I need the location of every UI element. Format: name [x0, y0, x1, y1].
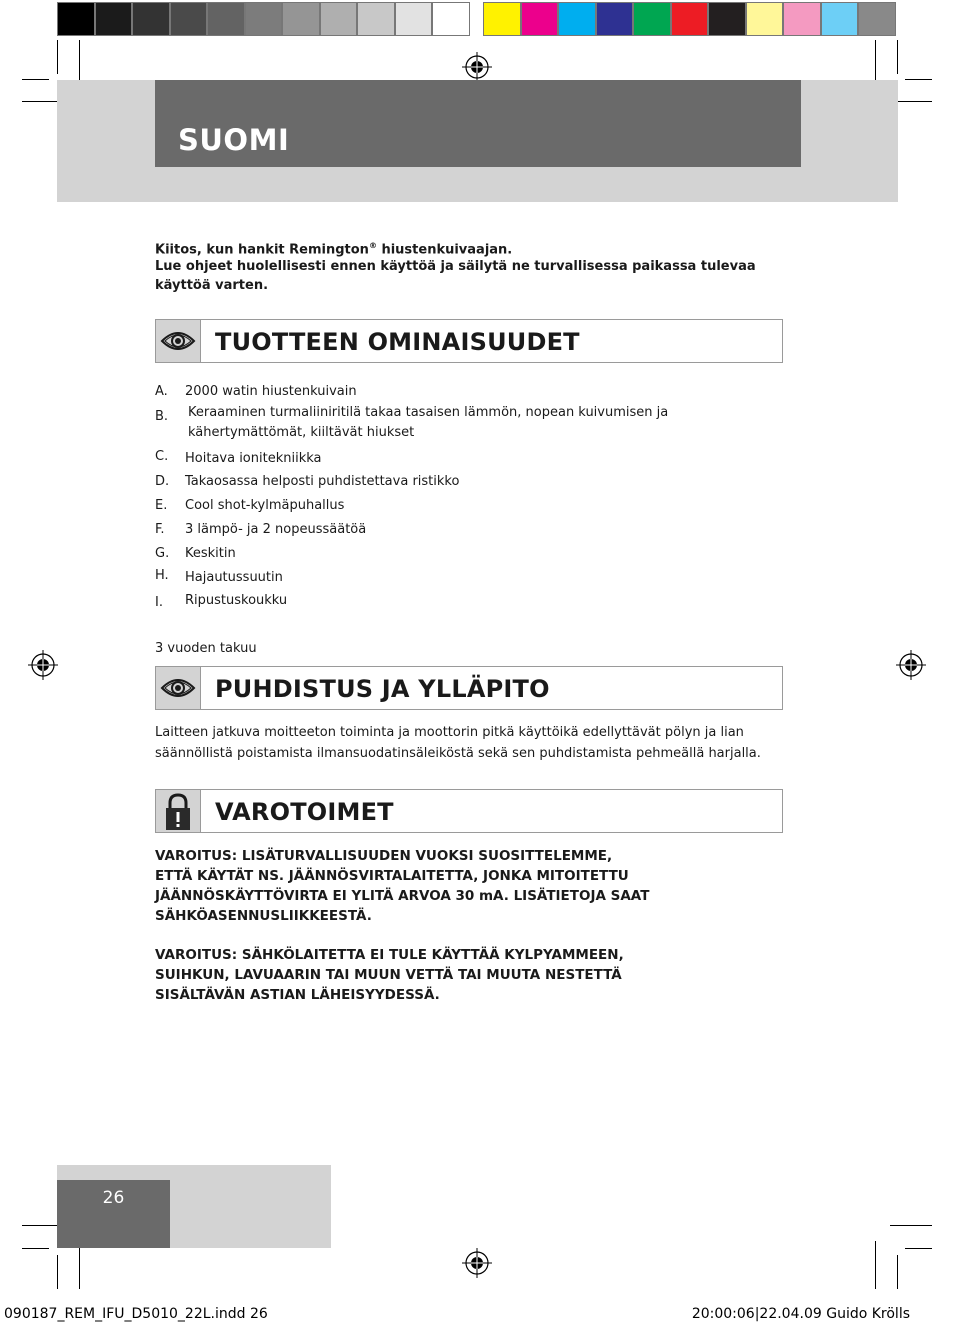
section-icon-box	[156, 790, 201, 832]
warranty-text: 3 vuoden takuu	[155, 641, 257, 656]
registration-mark-icon	[896, 650, 926, 680]
registration-mark-icon	[28, 650, 58, 680]
section-title: TUOTTEEN OMINAISUUDET	[215, 328, 580, 356]
section-icon-box	[156, 667, 201, 709]
gray-swatch	[282, 2, 320, 36]
gray-swatch	[95, 2, 133, 36]
eye-icon	[156, 320, 200, 362]
section-title: VAROTOIMET	[215, 798, 394, 826]
eye-icon	[156, 667, 200, 709]
section-icon-box	[156, 320, 201, 362]
color-swatch	[596, 2, 634, 36]
gray-swatch	[357, 2, 395, 36]
language-title: SUOMI	[178, 123, 290, 157]
gray-swatch	[395, 2, 433, 36]
section-header-warnings	[155, 789, 783, 833]
gray-swatch	[432, 2, 470, 36]
section-header-features	[155, 319, 783, 363]
color-swatch	[483, 2, 521, 36]
color-swatch	[821, 2, 859, 36]
intro-instructions-cont: käyttöä varten.	[155, 278, 269, 293]
color-swatch	[708, 2, 746, 36]
color-swatch	[521, 2, 559, 36]
color-swatch	[746, 2, 784, 36]
gray-swatch	[207, 2, 245, 36]
color-swatch	[671, 2, 709, 36]
cleaning-text: Laitteen jatkuva moitteeton toiminta ja moottorin pitkä käyttöikä edellyttävät pölyn ja lian säännöllistä poistamista ilmansuodatinsäleiköstä sekä sen puhdistamista pehmeällä harjalla.	[155, 725, 761, 761]
intro-thanks: Kiitos, kun hankit Remington® hiustenkuivaajan.	[155, 241, 513, 258]
warning-rcd: VAROITUS: LISÄTURVALLISUUDEN VUOKSI SUOSITTELEMME, ETTÄ KÄYTÄT NS. JÄÄNNÖSVIRTALAITETTA, JONKA MITOITETTU JÄÄNNÖSKÄYTTÖVIRTA EI YLITÄ ARVOA 30 mA. LISÄTIETOJA SAAT SÄHKÖASENNUSLIIKKEESTÄ.	[155, 848, 650, 924]
registration-mark-icon	[462, 1248, 492, 1278]
lock-warning-icon	[156, 790, 200, 832]
color-swatch	[783, 2, 821, 36]
gray-swatch	[132, 2, 170, 36]
slug-timestamp: 20:00:06|22.04.09 Guido Krölls	[691, 1306, 910, 1322]
color-swatch	[858, 2, 896, 36]
registration-mark-icon	[462, 52, 492, 82]
page-number: 26	[102, 1188, 125, 1208]
gray-swatch	[57, 2, 95, 36]
slug-file-info: 090187_REM_IFU_D5010_22L.indd 26	[4, 1306, 268, 1322]
section-header-cleaning	[155, 666, 783, 710]
gray-swatch	[170, 2, 208, 36]
section-title: PUHDISTUS JA YLLÄPITO	[215, 675, 550, 703]
gray-swatch	[320, 2, 358, 36]
color-calibration-bar	[57, 0, 897, 38]
intro-instructions: Lue ohjeet huolellisesti ennen käyttöä ja säilytä ne turvallisessa paikassa tulevaa	[155, 259, 756, 274]
color-swatch	[558, 2, 596, 36]
color-swatch	[633, 2, 671, 36]
gray-swatch	[245, 2, 283, 36]
warning-water: VAROITUS: SÄHKÖLAITETTA EI TULE KÄYTTÄÄ KYLPYAMMEEN, SUIHKUN, LAVUAARIN TAI MUUN VETTÄ TAI MUUTA NESTETTÄ SISÄLTÄVÄN ASTIAN LÄHEISYYDESSÄ.	[155, 947, 624, 1003]
